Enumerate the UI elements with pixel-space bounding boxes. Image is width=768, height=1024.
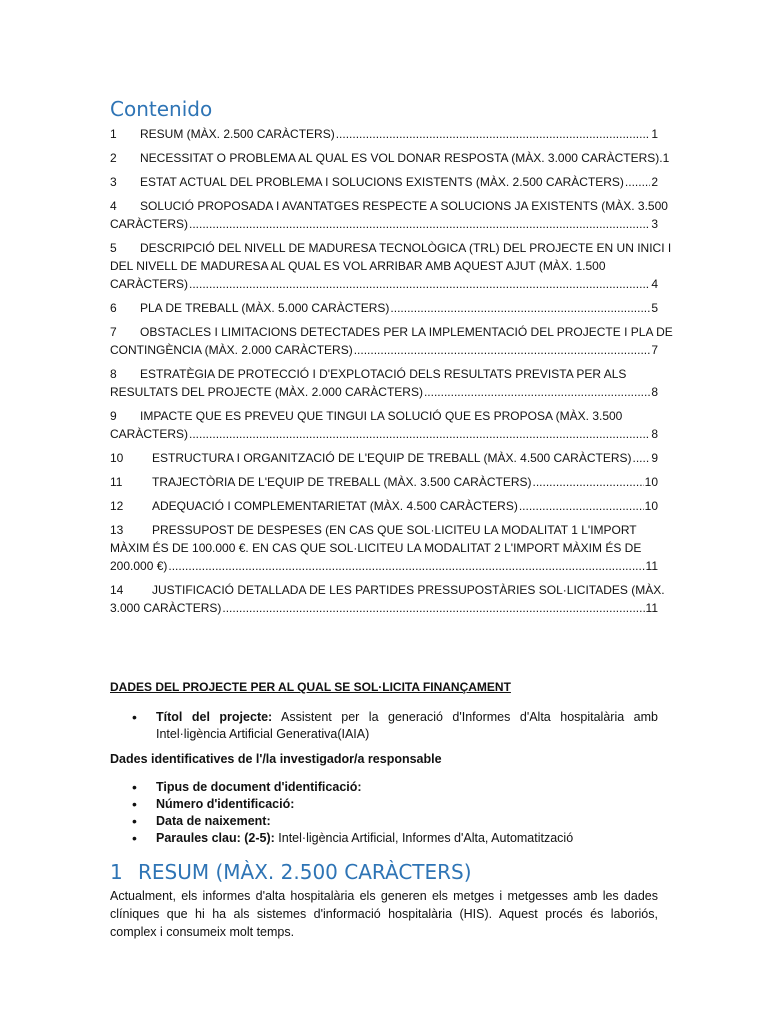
toc-leader-dots <box>189 425 650 443</box>
toc-entry-text-continued: CARÀCTERS) <box>110 217 189 231</box>
toc-leader-dots <box>519 497 644 515</box>
toc-leader-dots <box>336 125 651 143</box>
field-value: Intel·ligència Artificial, Informes d'Alta, Automatització <box>278 831 574 845</box>
toc-entry-number: 2 <box>110 151 117 165</box>
toc-title: Contenido <box>110 97 213 121</box>
toc-entry-number: 11 <box>110 475 123 489</box>
toc-entry-5[interactable] <box>110 239 672 293</box>
toc-entry-page: 1 <box>662 151 670 165</box>
toc-entry-number: 14 <box>110 583 124 597</box>
toc-entry-page: 5 <box>651 301 658 315</box>
toc-entry-9[interactable] <box>110 407 658 443</box>
toc-entry-number: 8 <box>110 367 117 381</box>
project-data-heading: DADES DEL PROJECTE PER AL QUAL SE SOL·LICITA FINANÇAMENT <box>110 680 511 694</box>
toc-entry-text: ESTAT ACTUAL DEL PROBLEMA I SOLUCIONS EXISTENTS (MÀX. 2.500 CARÀCTERS) <box>140 175 624 189</box>
toc-entry-text-continued: CARÀCTERS) <box>110 277 189 291</box>
toc-leader-dots <box>625 173 650 191</box>
project-title-value: Assistent per la generació d'Informes d'Alta hospitalària amb Intel·ligència Artificial Generativa(IAIA) <box>156 710 658 741</box>
toc-entry-12[interactable] <box>110 497 658 515</box>
toc-entry-text-continued: MÀXIM ÉS DE 100.000 €. EN CAS QUE SOL·LICITEU LA MODALITAT 2 L'IMPORT MÀXIM ÉS DE <box>110 541 642 555</box>
toc-entry-14[interactable] <box>110 581 665 617</box>
toc-leader-dots <box>168 557 644 575</box>
toc-entry-number: 9 <box>110 409 117 423</box>
toc-entry-number: 1 <box>110 127 117 141</box>
toc-entry-13[interactable] <box>110 521 658 575</box>
toc-entry-text: SOLUCIÓ PROPOSADA I AVANTATGES RESPECTE A SOLUCIONS JA EXISTENTS (MÀX. 3.500 <box>140 199 668 213</box>
toc-entry-4[interactable] <box>110 197 668 233</box>
toc-entry-text-continued: DEL NIVELL DE MADURESA AL QUAL ES VOL ARRIBAR AMB AQUEST AJUT (MÀX. 1.500 <box>110 259 606 273</box>
toc-leader-dots <box>189 215 650 233</box>
toc-entry-2[interactable] <box>110 149 670 167</box>
toc-entry-text: ESTRUCTURA I ORGANITZACIÓ DE L'EQUIP DE TREBALL (MÀX. 4.500 CARÀCTERS) <box>152 451 632 465</box>
toc-entry-page: 9 <box>651 451 658 465</box>
toc-entry-number: 3 <box>110 175 117 189</box>
toc-entry-number: 10 <box>110 451 124 465</box>
toc-entry-number: 5 <box>110 241 117 255</box>
toc-entry-page: 10 <box>644 475 658 489</box>
toc-entry-text: RESUM (MÀX. 2.500 CARÀCTERS) <box>140 127 335 141</box>
toc-leader-dots <box>222 599 644 617</box>
toc-entry-text-continued: CONTINGÈNCIA (MÀX. 2.000 CARÀCTERS) <box>110 343 353 357</box>
project-title-item <box>110 709 658 743</box>
field-label: Paraules clau: (2-5): <box>156 831 275 845</box>
toc-entry-page: 3 <box>651 217 658 231</box>
toc-entry-text: IMPACTE QUE ES PREVEU QUE TINGUI LA SOLUCIÓ QUE ES PROPOSA (MÀX. 3.500 <box>140 409 623 423</box>
field-id-number <box>110 796 658 813</box>
section-1-heading <box>110 859 658 885</box>
toc-entry-1[interactable] <box>110 125 658 143</box>
project-title-list <box>110 709 658 743</box>
researcher-fields-list <box>110 779 658 847</box>
toc-entry-text: PRESSUPOST DE DESPESES (EN CAS QUE SOL·LICITEU LA MODALITAT 1 L'IMPORT <box>152 523 637 537</box>
toc-entry-3[interactable] <box>110 173 658 191</box>
toc-entry-text-continued: RESULTATS DEL PROJECTE (MÀX. 2.000 CARÀCTERS) <box>110 385 423 399</box>
table-of-contents <box>110 125 673 617</box>
field-label: Tipus de document d'identificació: <box>156 780 362 794</box>
toc-entry-text: JUSTIFICACIÓ DETALLADA DE LES PARTIDES PRESSUPOSTÀRIES SOL·LICITADES (MÀX. <box>152 583 665 597</box>
project-title-label: Títol del projecte: <box>156 710 273 724</box>
section-1-title: RESUM (MÀX. 2.500 CARÀCTERS) <box>138 860 472 884</box>
toc-entry-page: 10 <box>644 499 658 513</box>
toc-entry-text: PLA DE TREBALL (MÀX. 5.000 CARÀCTERS) <box>140 301 390 315</box>
toc-entry-page: 2 <box>651 175 658 189</box>
toc-entry-page: 11 <box>645 559 658 573</box>
toc-entry-text-continued: CARÀCTERS) <box>110 427 189 441</box>
toc-entry-page: 7 <box>651 343 658 357</box>
toc-entry-6[interactable] <box>110 299 658 317</box>
toc-entry-page: 11 <box>645 601 658 615</box>
toc-entry-page: 8 <box>651 427 658 441</box>
section-1-number: 1 <box>110 860 123 884</box>
toc-leader-dots <box>633 449 651 467</box>
field-document-type <box>110 779 658 796</box>
toc-entry-number: 13 <box>110 523 124 537</box>
toc-leader-dots <box>533 473 644 491</box>
toc-entry-text: TRAJECTÒRIA DE L'EQUIP DE TREBALL (MÀX. 3.500 CARÀCTERS) <box>152 475 532 489</box>
researcher-data-heading: Dades identificatives de l'/la investigador/a responsable <box>110 752 442 766</box>
toc-entry-7[interactable] <box>110 323 673 359</box>
field-label: Data de naixement: <box>156 814 271 828</box>
toc-entry-text: NECESSITAT O PROBLEMA AL QUAL ES VOL DONAR RESPOSTA (MÀX. 3.000 CARÀCTERS). <box>140 151 663 165</box>
toc-entry-text: DESCRIPCIÓ DEL NIVELL DE MADURESA TECNOLÒGICA (TRL) DEL PROJECTE EN UN INICI I <box>140 241 672 255</box>
section-1-body: Actualment, els informes d'alta hospitalària els generen els metges i metgesses amb les dades clíniques que hi ha als sistemes d'informació hospitalària (HIS). Aquest procés és laboriós, complex i consumeix molt temps. <box>110 889 658 939</box>
toc-entry-text: OBSTACLES I LIMITACIONS DETECTADES PER LA IMPLEMENTACIÓ DEL PROJECTE I PLA DE <box>140 325 673 339</box>
toc-entry-page: 4 <box>651 277 658 291</box>
toc-entry-text: ESTRATÈGIA DE PROTECCIÓ I D'EXPLOTACIÓ DELS RESULTATS PREVISTA PER ALS <box>140 367 627 381</box>
toc-entry-number: 4 <box>110 199 117 213</box>
toc-entry-10[interactable] <box>110 449 658 467</box>
toc-entry-text-continued: 3.000 CARÀCTERS) <box>110 601 222 615</box>
toc-entry-page: 8 <box>651 385 658 399</box>
toc-entry-text-continued: 200.000 €) <box>110 559 168 573</box>
toc-leader-dots <box>390 299 650 317</box>
toc-leader-dots <box>424 383 650 401</box>
toc-entry-number: 7 <box>110 325 117 339</box>
toc-leader-dots <box>354 341 651 359</box>
document-content <box>110 96 673 941</box>
field-keywords <box>110 830 658 847</box>
toc-entry-11[interactable] <box>110 473 658 491</box>
toc-leader-dots <box>189 275 650 293</box>
toc-entry-text: ADEQUACIÓ I COMPLEMENTARIETAT (MÀX. 4.500 CARÀCTERS) <box>152 499 518 513</box>
toc-entry-number: 6 <box>110 301 117 315</box>
field-birth-date <box>110 813 658 830</box>
toc-entry-number: 12 <box>110 499 124 513</box>
toc-entry-8[interactable] <box>110 365 658 401</box>
field-label: Número d'identificació: <box>156 797 295 811</box>
toc-entry-page: 1 <box>651 127 658 141</box>
